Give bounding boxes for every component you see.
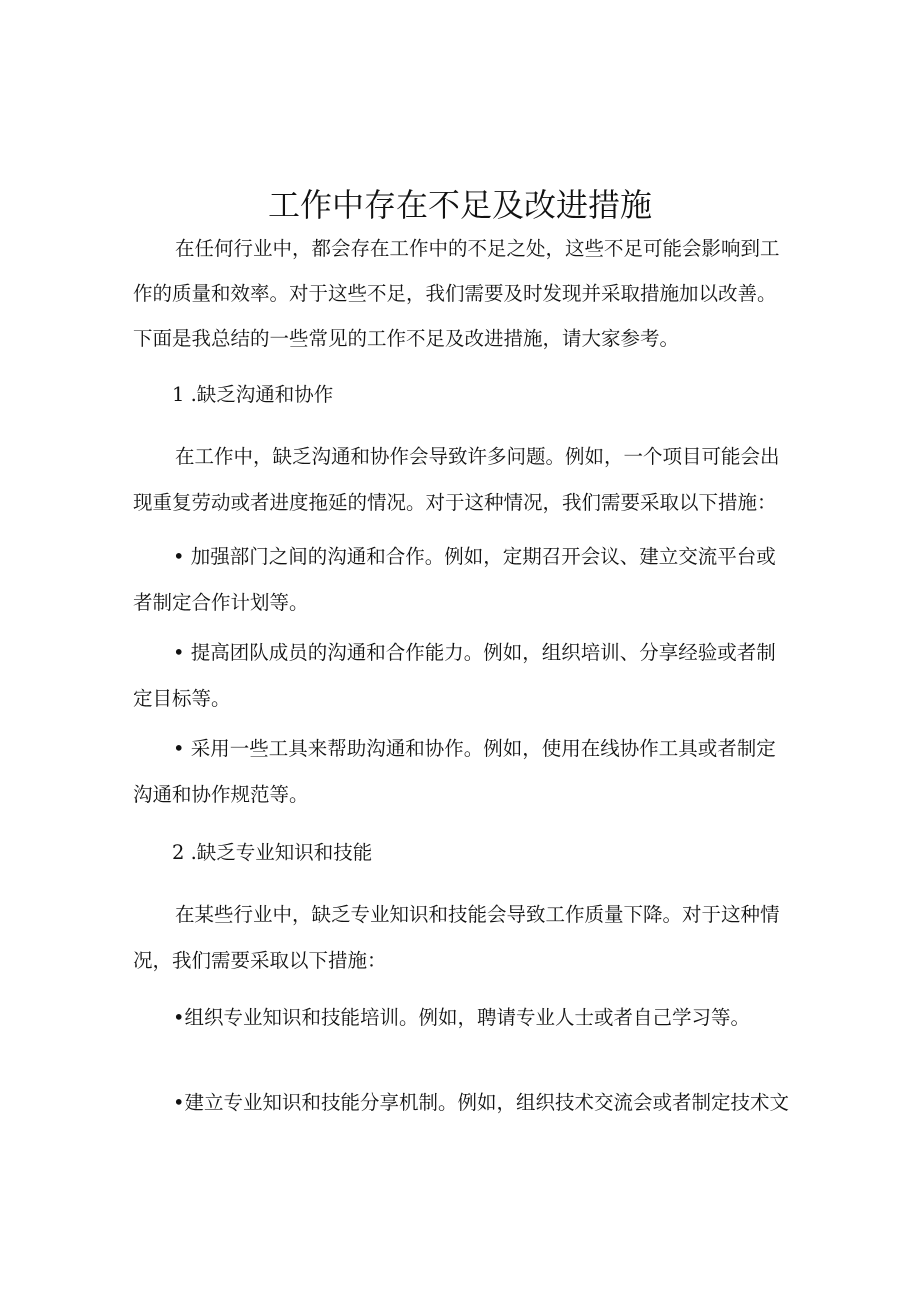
section-1-heading: 1 .缺乏沟通和协作 (172, 383, 334, 406)
section-1-paragraph: 在工作中，缺乏沟通和协作会导致许多问题。例如，一个项目可能会出现重复劳动或者进度拖延的情况。对于这种情况，我们需要采取以下措施： (133, 445, 780, 514)
section-1-bullet-1: • 加强部门之间的沟通和合作。例如，定期召开会议、建立交流平台或者制定合作计划等。 (133, 545, 776, 614)
document-title: 工作中存在不足及改进措施 (267, 186, 652, 224)
section-1-bullet-2: • 提高团队成员的沟通和合作能力。例如，组织培训、分享经验或者制定目标等。 (133, 641, 776, 710)
section-1-bullet-3: • 采用一些工具来帮助沟通和协作。例如，使用在线协作工具或者制定沟通和协作规范等。 (133, 737, 776, 806)
intro-paragraph: 在任何行业中，都会存在工作中的不足之处，这些不足可能会影响到工作的质量和效率。对于这些不足，我们需要及时发现并采取措施加以改善。下面是我总结的一些常见的工作不足及改进措施，请大家参考。 (133, 237, 780, 350)
section-2-bullet-2: •建立专业知识和技能分享机制。例如，组织技术交流会或者制定技术文 (173, 1091, 790, 1114)
section-2-heading: 2 .缺乏专业知识和技能 (172, 841, 373, 864)
section-2-bullet-1: •组织专业知识和技能培训。例如，聘请专业人士或者自己学习等。 (173, 1006, 751, 1029)
section-2-paragraph: 在某些行业中，缺乏专业知识和技能会导致工作质量下降。对于这种情况，我们需要采取以下措施： (133, 903, 780, 972)
